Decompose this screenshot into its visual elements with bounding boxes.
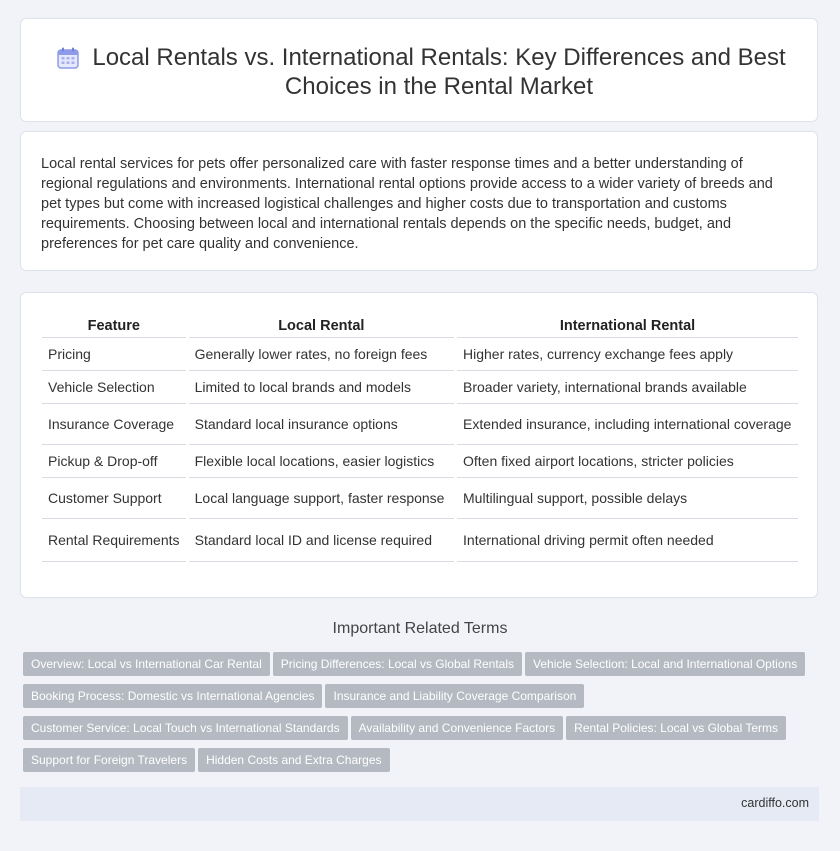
footer [20, 787, 819, 821]
footer-site-link[interactable]: cardiffo.com [741, 796, 809, 810]
international-cell: Extended insurance, including international coverage [456, 404, 798, 445]
header-international-rental: International Rental [456, 315, 798, 338]
related-terms-heading: Important Related Terms [332, 620, 508, 637]
intro-card [20, 131, 818, 271]
page-title: Local Rentals vs. International Rentals: Key Differences and Best Choices in the Rental Market [92, 44, 786, 100]
table-row [42, 371, 798, 404]
local-cell: Local language support, faster response [187, 478, 455, 519]
related-term-tag[interactable]: Overview: Local vs International Car Rental [23, 652, 270, 676]
local-cell: Standard local ID and license required [187, 519, 455, 562]
table-row [42, 519, 798, 562]
related-term-tag[interactable]: Availability and Convenience Factors [351, 716, 564, 740]
comparison-table [42, 315, 798, 562]
table-row [42, 404, 798, 445]
table-row [42, 338, 798, 371]
related-term-tag[interactable]: Hidden Costs and Extra Charges [198, 748, 389, 772]
table-header-row [42, 315, 798, 338]
related-terms-list [23, 652, 823, 780]
international-cell: International driving permit often needed [456, 519, 798, 562]
header-feature: Feature [42, 315, 187, 338]
local-cell: Generally lower rates, no foreign fees [187, 338, 455, 371]
feature-cell: Pickup & Drop-off [42, 445, 187, 478]
feature-cell: Customer Support [42, 478, 187, 519]
related-term-tag[interactable]: Booking Process: Domestic vs International Agencies [23, 684, 322, 708]
related-term-tag[interactable]: Rental Policies: Local vs Global Terms [566, 716, 786, 740]
related-term-tag[interactable]: Insurance and Liability Coverage Comparison [325, 684, 584, 708]
feature-cell: Rental Requirements [42, 519, 187, 562]
local-cell: Limited to local brands and models [187, 371, 455, 404]
international-cell: Often fixed airport locations, stricter policies [456, 445, 798, 478]
title-card [20, 18, 818, 122]
intro-paragraph: Local rental services for pets offer personalized care with faster response times and a better understanding of regional regulations and environments. International rental options provide access to a wider variety of breeds and pet types but come with increased logistical challenges and higher costs due to transportation and customs requirements. Choosing between local and international rentals depends on the specific needs, budget, and preferences for pet care quality and convenience. [41, 156, 773, 252]
feature-cell: Insurance Coverage [42, 404, 187, 445]
local-cell: Standard local insurance options [187, 404, 455, 445]
header-local-rental: Local Rental [187, 315, 455, 338]
related-term-tag[interactable]: Pricing Differences: Local vs Global Rentals [273, 652, 522, 676]
local-cell: Flexible local locations, easier logistics [187, 445, 455, 478]
feature-cell: Vehicle Selection [42, 371, 187, 404]
comparison-table-card [20, 292, 818, 598]
table-row [42, 445, 798, 478]
related-term-tag[interactable]: Customer Service: Local Touch vs International Standards [23, 716, 348, 740]
related-term-tag[interactable]: Vehicle Selection: Local and International Options [525, 652, 805, 676]
international-cell: Broader variety, international brands available [456, 371, 798, 404]
feature-cell: Pricing [42, 338, 187, 371]
international-cell: Multilingual support, possible delays [456, 478, 798, 519]
table-row [42, 478, 798, 519]
related-term-tag[interactable]: Support for Foreign Travelers [23, 748, 195, 772]
international-cell: Higher rates, currency exchange fees apply [456, 338, 798, 371]
